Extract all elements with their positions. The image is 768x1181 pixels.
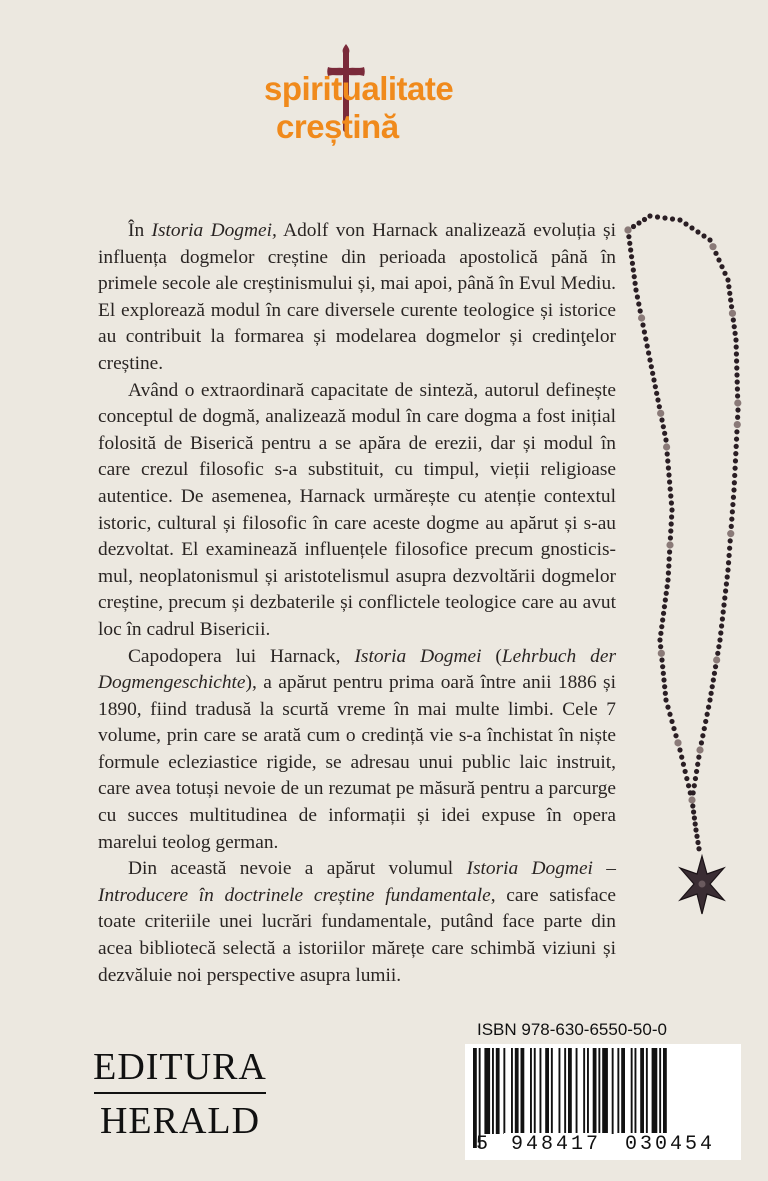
- logo-line-spiritualitate: spiritualitate: [264, 70, 454, 107]
- rosary-illustration: [610, 210, 760, 940]
- publisher-line-editura: EDITURA: [93, 1046, 267, 1088]
- isbn-label: ISBN 978-630-6550-50-0: [477, 1020, 667, 1039]
- description-paragraph-4: Din această nevoie a apărut volumul Istoria Dogmei – Introducere în doctrinele creștine fundamentale, care satisface toate criteriile unei lucrări fundamentale, putând face parte din acea bibliotecă selectă a istoriilor mărețe care schimbă viziuni și dezvăluie noi perspective asupra lumii.: [98, 858, 616, 986]
- rosary-cross-icon: [680, 856, 724, 914]
- original-title: Lehrbuch der Dogmengeschichte: [98, 645, 616, 694]
- description-paragraph-2: Având o extraordinară capacitate de sinteză, autorul definește conceptul de dogmă, analizează modul în care dogma a fost inițial folosită de Biserică pentru a se apăra de erezii, dar și modul în care crezul filosofic s-a substituit, cu timpul, vieții religioase autentice. De asemenea, Harnack urmărește cu atenție contextul istoric, cultural și filosofic în care aceste dogme au apărut și s-au dezvoltat. El examinează influențele filosofice precum gnosticismul, neoplatonismul și aristotelismul asupra dezvoltării dogmelor creștine, precum și dezbaterile și conflictele teologice care au avut loc în cadrul Bisericii.: [98, 379, 616, 640]
- barcode-digits-right: 030454: [617, 1133, 723, 1156]
- publisher-line-herald: HERALD: [99, 1099, 261, 1142]
- book-title: Istoria Dogmei,: [151, 220, 277, 241]
- book-title: Istoria Dogmei: [354, 645, 482, 667]
- description-paragraph-1: În Istoria Dogmei, Adolf von Harnack analizează evoluția și influența dogmelor creștine din perioada apostolică până în primele secole ale creștinismului și, mai apoi, până în Evul Mediu. El explorează modul în care diversele curente teologice și istorice au contribuit la formarea și modelarea dogmelor și credinţelor creștine.: [98, 220, 616, 374]
- publisher-divider: [94, 1092, 266, 1094]
- series-logo: [264, 42, 514, 145]
- description-paragraph-3: Capodopera lui Harnack, Istoria Dogmei (Lehrbuch der Dogmengeschichte), a apărut pentru prima oară între anii 1886 și 1890, fiind tradusă la scurtă vreme în mai multe limbi. Cele 7 volume, prin care se arată cum o credință vie s-a închistat în niște formule ecleziastice rigide, se adresau unui public laic instruit, care avea totuși nevoie de un rezumat pe măsură pentru a parcurge cu succes multitudinea de informații și idei expuse în opera marelui teolog german.: [98, 645, 616, 853]
- logo-line-crestina: creștină: [276, 108, 399, 145]
- publisher-logo: [92, 1048, 268, 1140]
- rosary-beads: [624, 213, 741, 851]
- barcode-digit-first: 5: [476, 1133, 489, 1156]
- barcode-digits-left: 948417: [504, 1133, 608, 1156]
- book-full-title: Istoria Dogmei – Introducere în doctrinele creștine fundamentale: [98, 858, 616, 906]
- book-description: [98, 218, 616, 989]
